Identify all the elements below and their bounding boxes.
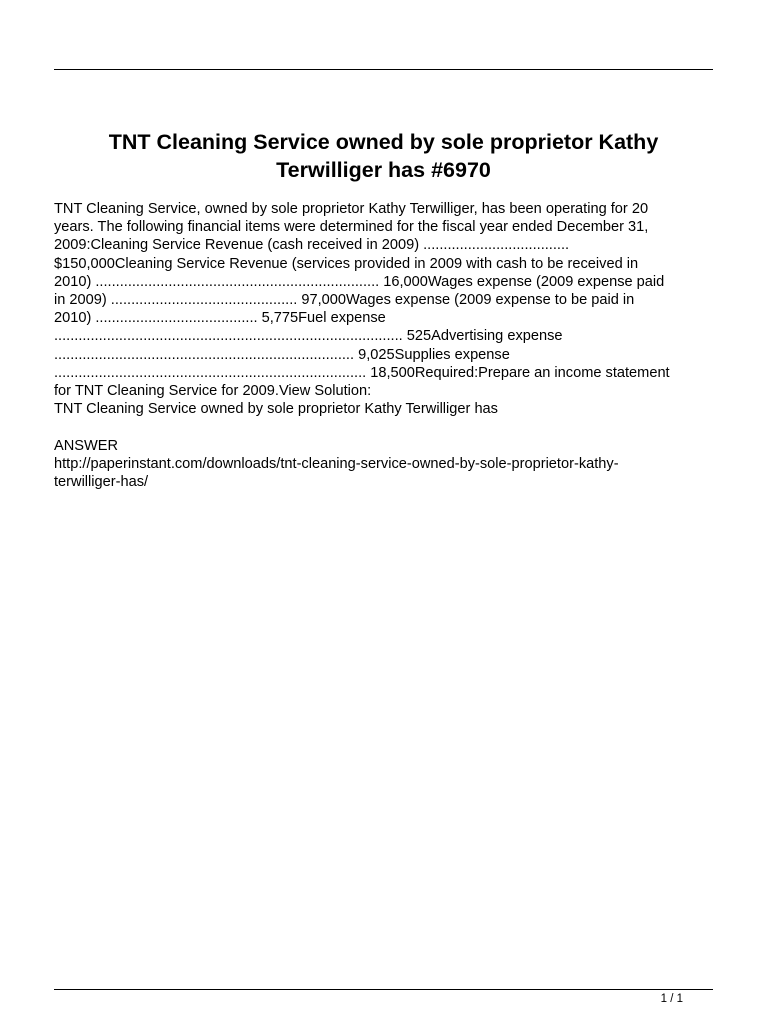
body-line: ...................................................................................... 525Advertising expense: [54, 328, 563, 345]
paragraph-gap: [54, 418, 716, 436]
page-number: 1 / 1: [660, 993, 683, 1005]
answer-label: ANSWER: [54, 437, 119, 454]
body-line: ............................................................................. 18,500Required:Prepare an income statement: [54, 364, 670, 381]
body-line: 2010) ...................................................................... 16,000Wages expense (2009 expense paid: [54, 273, 665, 290]
answer-url-line-2[interactable]: terwilliger-has/: [54, 474, 149, 491]
document-title: [54, 128, 713, 184]
body-line: TNT Cleaning Service, owned by sole proprietor Kathy Terwilliger, has been operating for 20: [54, 201, 649, 217]
answer-link[interactable]: [54, 455, 716, 491]
body-line: in 2009) .............................................. 97,000Wages expense (2009 expense to be paid in: [54, 292, 635, 309]
header-rule: [54, 69, 713, 70]
body-line: $150,000Cleaning Service Revenue (services provided in 2009 with cash to be received in: [54, 255, 639, 272]
body-line: TNT Cleaning Service owned by sole proprietor Kathy Terwilliger has: [54, 401, 498, 418]
title-line-2: Terwilliger has #6970: [276, 158, 491, 182]
footer-rule: [54, 989, 713, 990]
body-line: 2010) ........................................ 5,775Fuel expense: [54, 310, 386, 327]
body-line: 2009:Cleaning Service Revenue (cash received in 2009) ....................................: [54, 237, 570, 254]
document-body: [54, 200, 716, 491]
answer-url-line-1[interactable]: http://paperinstant.com/downloads/tnt-cleaning-service-owned-by-sole-proprietor-kathy-: [54, 455, 619, 472]
body-line: .......................................................................... 9,025Supplies expense: [54, 346, 510, 363]
title-line-1: TNT Cleaning Service owned by sole proprietor Kathy: [108, 130, 659, 154]
body-line: for TNT Cleaning Service for 2009.View Solution:: [54, 383, 372, 400]
body-line: years. The following financial items were determined for the fiscal year ended December 31,: [54, 219, 649, 236]
